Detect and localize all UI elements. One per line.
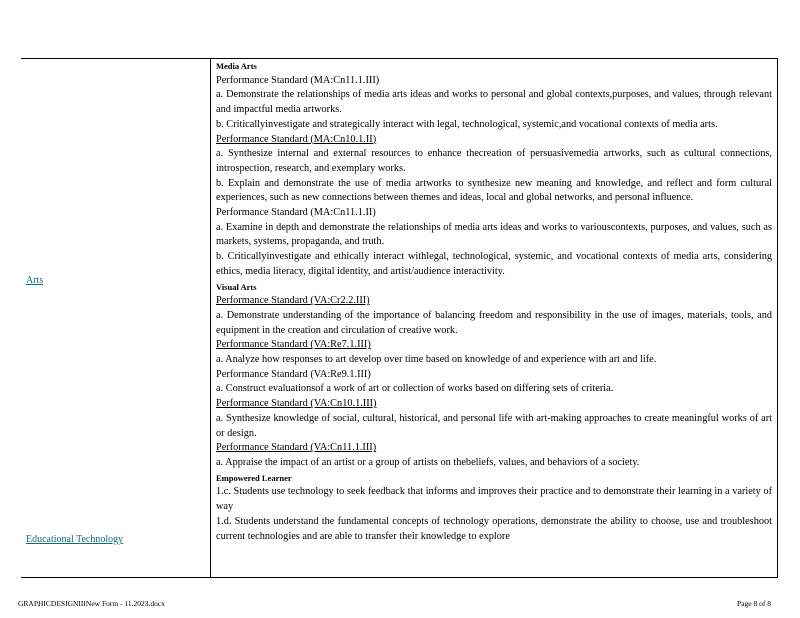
standard-item: a. Synthesize knowledge of social, cultural, historical, and personal life with art-making approaches to create meaningful works of art or design. (216, 412, 772, 439)
performance-standard: Performance Standard (VA:Cr2.2.III) (216, 295, 370, 307)
column-divider (210, 58, 211, 577)
performance-standard: Performance Standard (MA:Cn11.1.II) (216, 207, 376, 219)
educational-technology-label: Educational Technology (26, 534, 124, 545)
standard-item: b. Criticallyinvestigate and strategically interact with legal, technological, systemic,and vocational contexts of media arts. (216, 118, 718, 130)
footer-filename: GRAPHICDESIGNIIINew Form - 11.2023.docx (18, 599, 166, 608)
standard-item: b. Criticallyinvestigate and ethically interact withlegal, technological, systemic, and vocational contexts of media arts, considering ethics, media literacy, digital identity, and artist/audience interactivity. (216, 251, 772, 277)
standard-item: 1.d. Students understand the fundamental concepts of technology operations, demonstrate the ability to choose, use and troubleshoot current technologies and are able to transfer their knowledge to explore (216, 515, 772, 542)
performance-standard: Performance Standard (MA:Cn11.1.III) (216, 74, 380, 86)
arts-label: Arts (26, 275, 44, 286)
standard-item: a. Synthesize internal and external resources to enhance thecreation of persuasivemedia artworks, such as cultural connections, introspection, research, and exemplary works. (216, 148, 772, 174)
standards-content (216, 59, 772, 544)
footer-page-number: Page 8 of 8 (737, 599, 771, 608)
standard-item: a. Analyze how responses to art develop over time based on knowledge of and experience with art and life. (216, 354, 657, 366)
standard-item: 1.c. Students use technology to seek feedback that informs and improves their practice and to demonstrate their learning in a variety of way (216, 486, 772, 513)
performance-standard: Performance Standard (VA:Cn11.1.III) (216, 442, 377, 454)
performance-standard: Performance Standard (VA:Re9.1.III) (216, 368, 371, 380)
section-heading: Media Arts (216, 61, 257, 71)
standard-item: b. Explain and demonstrate the use of media artworks to synthesize new meaning and knowledge, and reflect and form cultural experiences, such as new connections between themes and ideas, local and global networks, and personal influence. (216, 177, 772, 204)
performance-standard: Performance Standard (MA:Cn10.1.II) (216, 133, 377, 145)
standard-item: a. Examine in depth and demonstrate the relationships of media arts ideas and works to variouscontexts, purposes, and values, such as markets, systems, propaganda, and truth. (216, 221, 772, 248)
standard-item: a. Appraise the impact of an artist or a group of artists on thebeliefs, values, and behaviors of a society. (216, 456, 640, 468)
performance-standard: Performance Standard (VA:Re7.1.III) (216, 339, 371, 351)
section-heading: Empowered Learner (216, 472, 292, 483)
table-right-border (777, 58, 778, 577)
standard-item: a. Demonstrate understanding of the importance of balancing freedom and responsibility in the use of images, materials, tools, and equipment in the creation and circulation of creative work. (216, 309, 772, 336)
section-heading: Visual Arts (216, 281, 257, 292)
standard-item: a. Demonstrate the relationships of media arts ideas and works to personal and global contexts,purposes, and values, through relevant and impactful media artworks. (216, 89, 772, 116)
performance-standard: Performance Standard (VA:Cn10.1.III) (216, 398, 377, 410)
standard-item: a. Construct evaluationsof a work of art or collection of works based on differing sets of criteria. (216, 383, 614, 395)
